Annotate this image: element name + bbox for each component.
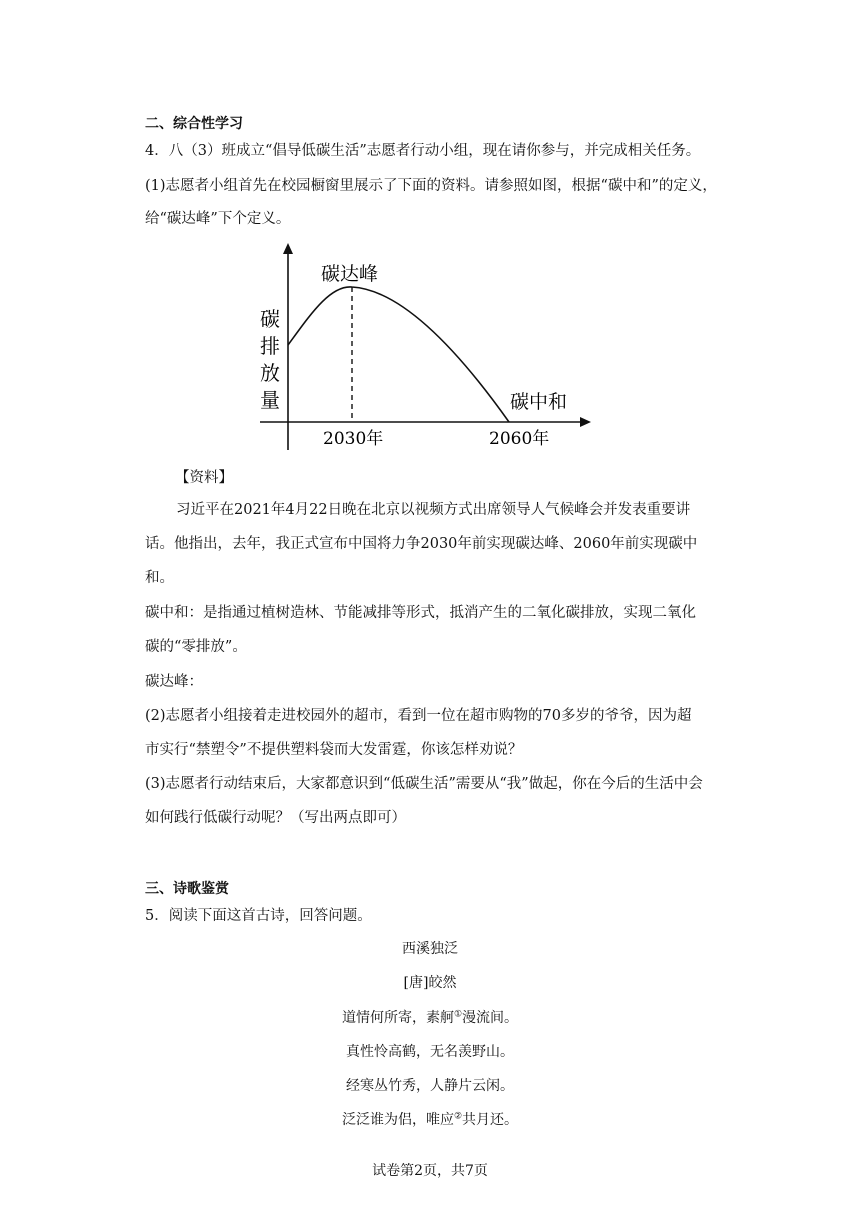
- question-4-2-line2: 市实行“禁塑令”不提供塑料袋而大发雷霆，你该怎样劝说？: [145, 742, 523, 758]
- carbon-emission-chart: [255, 240, 600, 455]
- material-para1-line2: 话。他指出，去年，我正式宣布中国将力争2030年前实现碳达峰、2060年前实现碳中: [145, 536, 698, 552]
- poem-line-1-b: 漫流间。: [462, 1010, 519, 1026]
- question-4-3-line2: 如何践行低碳行动呢？（写出两点即可）: [145, 810, 406, 826]
- material-para1-line3: 和。: [145, 570, 174, 586]
- poem-title: 西溪独泛: [402, 941, 458, 957]
- section-title-comprehensive: 二、综合性学习: [145, 116, 243, 132]
- y-axis-arrow: [283, 243, 293, 254]
- poem-author: [唐]皎然: [403, 975, 457, 991]
- material-para1-line1: 习近平在2021年4月22日晚在北京以视频方式出席领导人气候峰会并发表重要讲: [176, 502, 691, 518]
- poem-line-3: 经寒丛竹秀，人静片云闲。: [346, 1078, 514, 1094]
- definition-neutral-line2: 碳的“零排放”。: [145, 639, 247, 655]
- neutral-label: 碳中和: [510, 391, 568, 413]
- emission-curve: [288, 287, 509, 422]
- question-4-3-line1: (3)志愿者行动结束后，大家都意识到“低碳生活”需要从“我”做起，你在今后的生活中会: [145, 776, 703, 792]
- footnote-marker-1: ①: [453, 1009, 463, 1020]
- poem-line-1-a: 道情何所寄，素舸: [341, 1010, 454, 1026]
- poem-line-4-b: 共月还。: [462, 1112, 519, 1128]
- definition-peak: 碳达峰：: [145, 674, 203, 690]
- definition-neutral-line1: 碳中和：是指通过植树造林、节能减排等形式，抵消产生的二氧化碳排放，实现二氧化: [145, 605, 696, 621]
- poem-line-2: 真性怜高鹤，无名羡野山。: [346, 1044, 514, 1060]
- question-4-1-line2: 给“碳达峰”下个定义。: [145, 211, 291, 227]
- page-footer: 试卷第2页，共7页: [372, 1163, 488, 1179]
- y-axis-label-char-4: 量: [260, 388, 280, 412]
- poem-line-1: [0, 1008, 860, 1028]
- poem-line-4: [0, 1110, 860, 1130]
- tick-label-2030: 2030年: [323, 429, 384, 449]
- y-axis-label-char-3: 放: [260, 361, 280, 385]
- y-axis-label: [260, 307, 286, 412]
- question-4-2-line1: (2)志愿者小组接着走进校园外的超市，看到一位在超市购物的70多岁的爷爷，因为超: [145, 708, 692, 724]
- section-title-poetry: 三、诗歌鉴赏: [145, 881, 229, 897]
- question-4-stem: 4．八（3）班成立“倡导低碳生活”志愿者行动小组，现在请你参与，并完成相关任务。: [145, 143, 701, 159]
- y-axis-label-char-2: 排: [260, 334, 280, 358]
- question-5-stem: 5．阅读下面这首古诗，回答问题。: [145, 908, 372, 924]
- poem-line-4-a: 泛泛谁为侣，唯应: [341, 1112, 454, 1128]
- y-axis-label-char-1: 碳: [260, 307, 280, 331]
- question-4-1-line1: (1)志愿者小组首先在校园橱窗里展示了下面的资料。请参照如图，根据“碳中和”的定义，: [145, 178, 717, 194]
- peak-label: 碳达峰: [321, 263, 379, 285]
- x-axis-arrow: [580, 417, 591, 427]
- material-heading: 【资料】: [175, 470, 233, 486]
- footnote-marker-2: ②: [453, 1111, 463, 1122]
- tick-label-2060: 2060年: [489, 429, 550, 449]
